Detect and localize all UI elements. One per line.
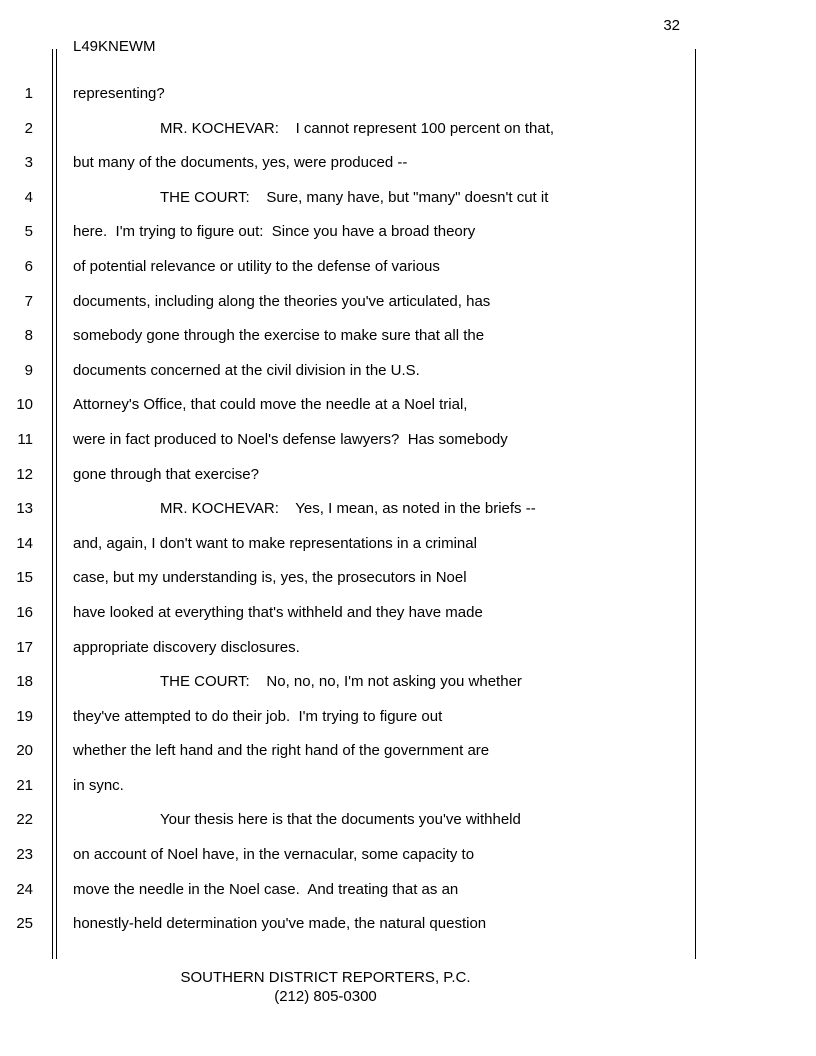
line-text: they've attempted to do their job. I'm trying to figure out xyxy=(73,707,443,725)
line-text: of potential relevance or utility to the defense of various xyxy=(73,257,440,275)
line-text: MR. KOCHEVAR: I cannot represent 100 percent on that, xyxy=(160,119,555,137)
transcript-line xyxy=(0,423,816,458)
line-text: representing? xyxy=(73,85,165,102)
line-number: 25 xyxy=(16,915,33,933)
transcript-line xyxy=(0,769,816,804)
line-number: 10 xyxy=(16,396,33,414)
transcript-line xyxy=(0,354,816,389)
transcript-line xyxy=(0,873,816,908)
transcript-line xyxy=(0,561,816,596)
transcript-line xyxy=(0,907,816,942)
page-number: 32 xyxy=(663,17,680,34)
line-text: but many of the documents, yes, were produced -- xyxy=(73,154,408,172)
line-number: 17 xyxy=(16,638,33,656)
line-text: THE COURT: No, no, no, I'm not asking you whether xyxy=(160,673,522,691)
line-text: Your thesis here is that the documents you've withheld xyxy=(160,811,521,829)
line-number: 20 xyxy=(16,742,33,760)
line-text: THE COURT: Sure, many have, but "many" doesn't cut it xyxy=(160,188,549,206)
line-text: in sync. xyxy=(73,776,124,794)
line-number: 16 xyxy=(16,603,33,621)
transcript-body xyxy=(0,77,816,942)
line-number: 3 xyxy=(24,154,33,172)
transcript-line xyxy=(0,319,816,354)
transcript-line xyxy=(0,181,816,216)
line-text: somebody gone through the exercise to make sure that all the xyxy=(73,327,485,345)
transcript-line xyxy=(0,388,816,423)
line-text: and, again, I don't want to make representations in a criminal xyxy=(73,534,477,552)
line-text: were in fact produced to Noel's defense lawyers? Has somebody xyxy=(73,430,508,448)
line-text: have looked at everything that's withheld and they have made xyxy=(73,603,483,621)
reporter-phone: (212) 805-0300 xyxy=(274,988,377,1005)
line-text: on account of Noel have, in the vernacular, some capacity to xyxy=(73,846,475,864)
line-text: case, but my understanding is, yes, the prosecutors in Noel xyxy=(73,569,467,587)
line-number: 24 xyxy=(16,880,33,898)
line-number: 8 xyxy=(24,327,33,345)
transcript-line xyxy=(0,734,816,769)
line-text: honestly-held determination you've made, the natural question xyxy=(73,915,487,933)
line-text: whether the left hand and the right hand of the government are xyxy=(73,742,490,760)
line-number: 22 xyxy=(16,811,33,829)
line-number: 2 xyxy=(24,119,33,137)
line-number: 13 xyxy=(16,500,33,518)
transcript-line xyxy=(0,458,816,493)
line-text: move the needle in the Noel case. And treating that as an xyxy=(73,880,459,898)
line-text: Attorney's Office, that could move the needle at a Noel trial, xyxy=(73,396,468,414)
line-number: 1 xyxy=(24,85,33,102)
line-number: 18 xyxy=(16,673,33,691)
line-text: appropriate discovery disclosures. xyxy=(73,638,300,656)
line-text: documents, including along the theories you've articulated, has xyxy=(73,292,491,310)
line-number: 7 xyxy=(24,292,33,310)
line-number: 23 xyxy=(16,846,33,864)
reporter-name: SOUTHERN DISTRICT REPORTERS, P.C. xyxy=(180,969,471,986)
line-text: documents concerned at the civil division in the U.S. xyxy=(73,361,420,379)
transcript-line xyxy=(0,527,816,562)
line-number: 9 xyxy=(24,361,33,379)
transcript-line xyxy=(0,665,816,700)
line-number: 15 xyxy=(16,569,33,587)
transcript-line xyxy=(0,700,816,735)
line-number: 6 xyxy=(24,257,33,275)
line-number: 4 xyxy=(24,188,33,206)
line-text: gone through that exercise? xyxy=(73,465,259,483)
transcript-line xyxy=(0,285,816,320)
transcript-line xyxy=(0,838,816,873)
transcript-line xyxy=(0,112,816,147)
line-text: here. I'm trying to figure out: Since you have a broad theory xyxy=(73,223,476,241)
transcript-line xyxy=(0,631,816,666)
line-number: 12 xyxy=(16,465,33,483)
transcript-line xyxy=(0,215,816,250)
line-number: 11 xyxy=(17,430,33,448)
line-number: 14 xyxy=(16,534,33,552)
line-number: 5 xyxy=(24,223,33,241)
transcript-line xyxy=(0,77,816,112)
transcript-line xyxy=(0,803,816,838)
transcript-line xyxy=(0,146,816,181)
line-text: MR. KOCHEVAR: Yes, I mean, as noted in the briefs -- xyxy=(160,500,536,518)
transcript-line xyxy=(0,596,816,631)
footer xyxy=(0,968,651,1006)
transcript-line xyxy=(0,492,816,527)
case-id: L49KNEWM xyxy=(73,38,156,55)
line-number: 19 xyxy=(16,707,33,725)
line-number: 21 xyxy=(16,776,33,794)
transcript-line xyxy=(0,250,816,285)
